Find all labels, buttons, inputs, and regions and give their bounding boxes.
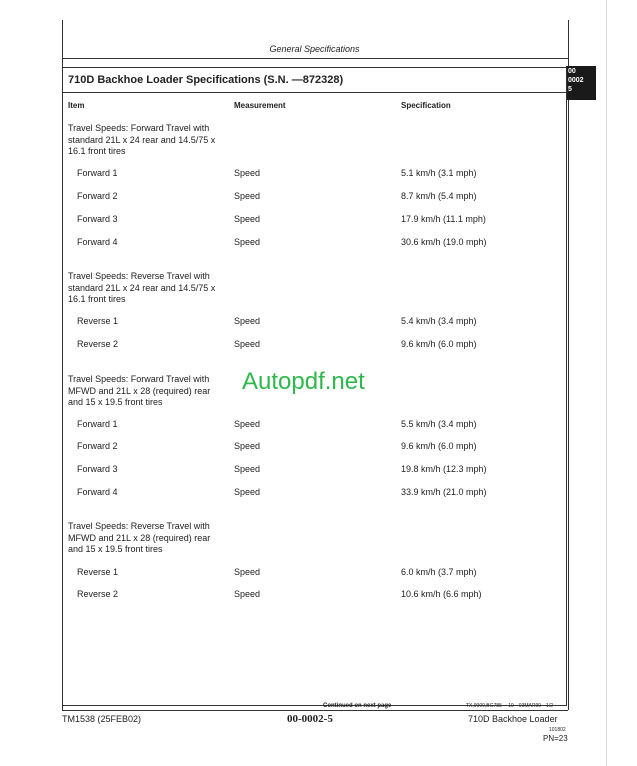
row-measurement: Speed <box>234 191 261 201</box>
continued-note: Continued on next page <box>323 703 392 709</box>
section-heading <box>68 374 233 409</box>
row-item: Forward 4 <box>77 237 118 247</box>
row-measurement: Speed <box>234 419 261 429</box>
section-heading <box>68 123 233 158</box>
running-head: General Specifications <box>269 44 360 54</box>
row-item: Forward 1 <box>77 168 118 178</box>
row-measurement: Speed <box>234 214 261 224</box>
row-measurement: Speed <box>234 316 261 326</box>
row-spec: 5.1 km/h (3.1 mph) <box>401 168 477 178</box>
title-rule <box>63 92 566 93</box>
row-item: Forward 3 <box>77 214 118 224</box>
row-measurement: Speed <box>234 487 261 497</box>
heading-line: Travel Speeds: Forward Travel with <box>68 374 210 384</box>
heading-line: 16.1 front tires <box>68 146 126 156</box>
heading-line: and 15 x 19.5 front tires <box>68 544 163 554</box>
footer-page-number: 00-0002-5 <box>287 713 333 725</box>
heading-line: standard 21L x 24 rear and 14.5/75 x <box>68 134 216 145</box>
row-item: Forward 4 <box>77 487 118 497</box>
section-tab <box>566 66 596 100</box>
header-rule <box>62 58 568 59</box>
row-item: Reverse 1 <box>77 316 119 326</box>
row-item: Reverse 2 <box>77 339 119 349</box>
row-spec: 5.4 km/h (3.4 mph) <box>401 316 477 326</box>
heading-line: MFWD and 21L x 28 (required) rear <box>68 532 211 543</box>
column-header-specification: Specification <box>401 101 451 110</box>
section-heading <box>68 521 233 556</box>
tab-line: 0002 <box>568 77 584 84</box>
tab-line: 00 <box>568 68 576 75</box>
row-item: Forward 2 <box>77 191 118 201</box>
row-spec: 33.9 km/h (21.0 mph) <box>401 487 487 497</box>
column-header-item: Item <box>68 101 85 110</box>
heading-line: MFWD and 21L x 28 (required) rear <box>68 385 211 396</box>
row-spec: 5.5 km/h (3.4 mph) <box>401 419 477 429</box>
row-measurement: Speed <box>234 237 261 247</box>
row-measurement: Speed <box>234 464 261 474</box>
row-item: Forward 2 <box>77 441 118 451</box>
row-measurement: Speed <box>234 441 261 451</box>
document-code: TX,9000,BG785 —19—03MAR99—1/2 <box>466 703 553 709</box>
footer-rule <box>62 710 568 711</box>
row-item: Reverse 2 <box>77 589 119 599</box>
heading-line: Travel Speeds: Reverse Travel with <box>68 271 210 281</box>
column-header-measurement: Measurement <box>234 101 286 110</box>
row-item: Reverse 1 <box>77 567 119 577</box>
row-spec: 17.9 km/h (11.1 mph) <box>401 214 486 224</box>
tab-line: 5 <box>568 86 572 93</box>
row-measurement: Speed <box>234 168 261 178</box>
page-title: 710D Backhoe Loader Specifications (S.N. —872328) <box>68 74 344 86</box>
footer-manual-number: TM1538 (25FEB02) <box>62 714 142 724</box>
row-spec: 6.0 km/h (3.7 mph) <box>401 567 477 577</box>
row-item: Forward 3 <box>77 464 118 474</box>
footer-date: 101802 <box>549 727 566 733</box>
watermark: Autopdf.net <box>242 368 365 395</box>
row-measurement: Speed <box>234 589 261 599</box>
row-spec: 30.6 km/h (19.0 mph) <box>401 237 487 247</box>
row-measurement: Speed <box>234 567 261 577</box>
heading-line: and 15 x 19.5 front tires <box>68 397 163 407</box>
heading-line: 16.1 front tires <box>68 294 126 304</box>
row-spec: 9.6 km/h (6.0 mph) <box>401 339 477 349</box>
footer-pn: PN=23 <box>543 734 568 743</box>
row-spec: 9.6 km/h (6.0 mph) <box>401 441 477 451</box>
row-spec: 19.8 km/h (12.3 mph) <box>401 464 487 474</box>
row-item: Forward 1 <box>77 419 118 429</box>
row-spec: 8.7 km/h (5.4 mph) <box>401 191 477 201</box>
row-spec: 10.6 km/h (6.6 mph) <box>401 589 482 599</box>
heading-line: Travel Speeds: Reverse Travel with <box>68 521 210 531</box>
footer-model: 710D Backhoe Loader <box>468 714 558 724</box>
section-heading <box>68 271 233 306</box>
row-measurement: Speed <box>234 339 261 349</box>
heading-line: standard 21L x 24 rear and 14.5/75 x <box>68 282 216 293</box>
heading-line: Travel Speeds: Forward Travel with <box>68 123 210 133</box>
